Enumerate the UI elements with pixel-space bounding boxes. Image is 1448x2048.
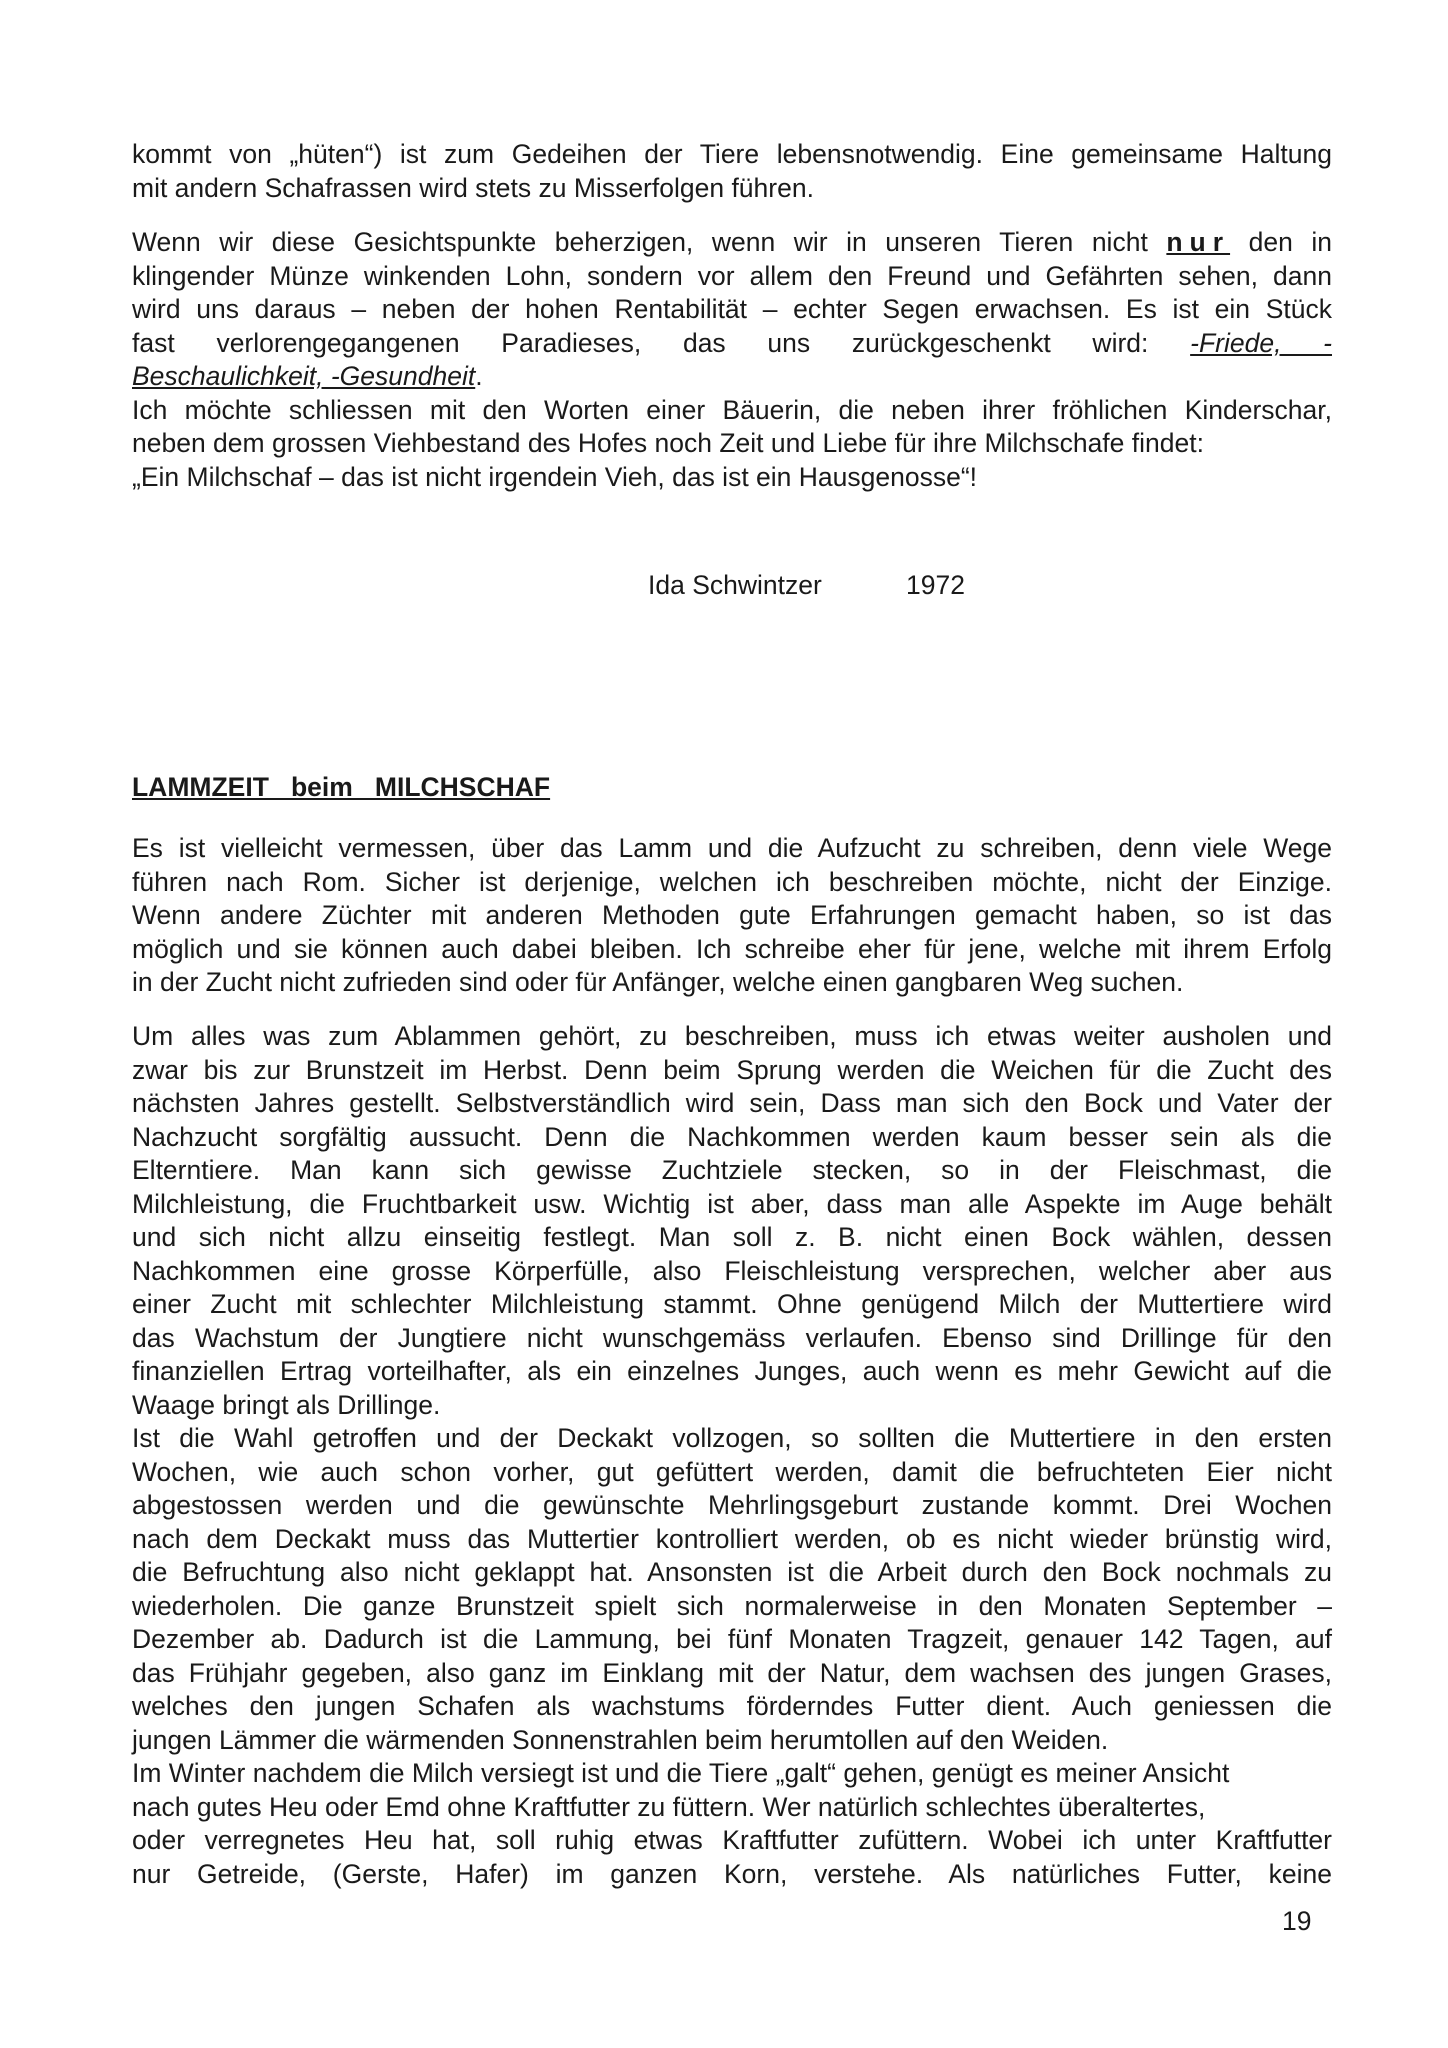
text-line: Waage bringt als Drillinge. [132, 1389, 441, 1420]
signature-author: Ida Schwintzer [648, 570, 822, 600]
text-line: nächsten Jahres gestellt. Selbstverständlich wird sein, Dass man sich den Bock und Vater der [132, 1088, 1332, 1118]
text-line: kommt von „hüten“) ist zum Gedeihen der Tiere lebensnotwendig. Eine gemeinsame Haltung [132, 139, 1332, 169]
text-line: und sich nicht allzu einseitig festlegt. Man soll z. B. nicht einen Bock wählen, dessen [132, 1222, 1332, 1252]
emphasis-friede: -Friede, - [1190, 327, 1332, 358]
text-line: Wochen, wie auch schon vorher, gut gefüttert werden, damit die befruchteten Eier nicht [132, 1456, 1332, 1487]
text-line: möglich und sie können auch dabei bleiben. Ich schreibe eher für jene, welche mit ihrem Erfolg [132, 933, 1332, 964]
text-line: Nachkommen eine grosse Körperfülle, also Fleischleistung versprechen, welcher aber aus [132, 1255, 1332, 1286]
text-line: wiederholen. Die ganze Brunstzeit spielt sich normalerweise in den Monaten September – [132, 1590, 1332, 1621]
text-line: Es ist vielleicht vermessen, über das Lamm und die Aufzucht zu schreiben, denn viele Wege [132, 833, 1332, 863]
text-line: jungen Lämmer die wärmenden Sonnenstrahlen beim herumtollen auf den Weiden. [132, 1724, 1109, 1755]
text-line: finanziellen Ertrag vorteilhafter, als ein einzelnes Junges, auch wenn es mehr Gewicht auf die [132, 1356, 1332, 1386]
text-line: Im Winter nachdem die Milch versiegt ist und die Tiere „galt“ gehen, genügt es meiner Ansicht [132, 1758, 1230, 1788]
text-line: oder verregnetes Heu hat, soll ruhig etwas Kraftfutter zufüttern. Wobei ich unter Kraftfutter [132, 1825, 1332, 1855]
text-line: Wenn wir diese Gesichtspunkte beherzigen, wenn wir in unseren Tieren nicht nur den in [132, 227, 1333, 257]
signature-year: 1972 [906, 570, 965, 600]
text-line: Beschaulichkeit, -Gesundheit. [132, 361, 483, 391]
text-line: wird uns daraus – neben der hohen Rentabilität – echter Segen erwachsen. Es ist ein Stück [132, 294, 1332, 324]
text-line: Wenn andere Züchter mit anderen Methoden gute Erfahrungen gemacht haben, so ist das [132, 900, 1332, 930]
text-line: Um alles was zum Ablammen gehört, zu beschreiben, muss ich etwas weiter ausholen und [132, 1021, 1332, 1051]
paragraph-closing [132, 226, 1332, 494]
text-line: die Befruchtung also nicht geklappt hat. Ansonsten ist die Arbeit durch den Bock nochmals zu [132, 1557, 1332, 1587]
text-line: abgestossen werden und die gewünschte Mehrlingsgeburt zustande kommt. Drei Wochen [132, 1490, 1332, 1520]
text-line: zwar bis zur Brunstzeit im Herbst. Denn beim Sprung werden die Weichen für die Zucht des [132, 1054, 1332, 1085]
text-line: Milchleistung, die Fruchtbarkeit usw. Wichtig ist aber, dass man alle Aspekte im Auge behält [132, 1188, 1332, 1219]
text-line: in der Zucht nicht zufrieden sind oder für Anfänger, welche einen gangbaren Weg suchen. [132, 967, 1184, 997]
text-line: Ich möchte schliessen mit den Worten einer Bäuerin, die neben ihrer fröhlichen Kinderschar, [132, 394, 1332, 425]
text-line: das Frühjahr gegeben, also ganz im Einklang mit der Natur, dem wachsen des jungen Grases, [132, 1657, 1332, 1688]
text-line: welches den jungen Schafen als wachstums förderndes Futter dient. Auch geniessen die [132, 1691, 1332, 1721]
text-line: führen nach Rom. Sicher ist derjenige, welchen ich beschreiben möchte, nicht der Einzige. [132, 866, 1332, 897]
paragraph-intro [132, 832, 1332, 1000]
text-line: neben dem grossen Viehbestand des Hofes noch Zeit und Liebe für ihre Milchschafe findet: [132, 428, 1204, 458]
emphasis-beschaulichkeit: Beschaulichkeit, -Gesundheit [132, 361, 476, 391]
section-heading: LAMMZEIT beim MILCHSCHAF [132, 772, 551, 802]
paragraph-continuation [132, 138, 1332, 205]
page-number: 19 [1282, 1906, 1312, 1936]
text-line: „Ein Milchschaf – das ist nicht irgendein Vieh, das ist ein Hausgenosse“! [132, 461, 978, 492]
text-line: nur Getreide, (Gerste, Hafer) im ganzen Korn, verstehe. Als natürliches Futter, keine [132, 1858, 1332, 1889]
text-line: fast verlorengegangenen Paradieses, das uns zurückgeschenkt wird: -Friede, - [132, 327, 1332, 358]
text-line: mit andern Schafrassen wird stets zu Misserfolgen führen. [132, 172, 814, 203]
text-line: einer Zucht mit schlechter Milchleistung stammt. Ohne genügend Milch der Muttertiere wird [132, 1289, 1332, 1319]
text-line: Elterntiere. Man kann sich gewisse Zuchtziele stecken, so in der Fleischmast, die [132, 1155, 1332, 1185]
text-line: das Wachstum der Jungtiere nicht wunschgemäss verlaufen. Ebenso sind Drillinge für den [132, 1322, 1332, 1353]
paragraph-main [132, 1020, 1332, 1891]
emphasis-nur: nur [1166, 227, 1231, 257]
text-line: nach gutes Heu oder Emd ohne Kraftfutter zu füttern. Wer natürlich schlechtes überaltertes, [132, 1791, 1206, 1822]
text-line: nach dem Deckakt muss das Muttertier kontrolliert werden, ob es nicht wieder brünstig wird, [132, 1523, 1332, 1554]
text-line: Ist die Wahl getroffen und der Deckakt vollzogen, so sollten die Muttertiere in den ersten [132, 1423, 1332, 1453]
text-line: Dezember ab. Dadurch ist die Lammung, bei fünf Monaten Tragzeit, genauer 142 Tagen, auf [132, 1624, 1332, 1654]
text-line: klingender Münze winkenden Lohn, sondern vor allem den Freund und Gefährten sehen, dann [132, 260, 1332, 291]
text-line: Nachzucht sorgfältig aussucht. Denn die Nachkommen werden kaum besser sein als die [132, 1121, 1332, 1152]
